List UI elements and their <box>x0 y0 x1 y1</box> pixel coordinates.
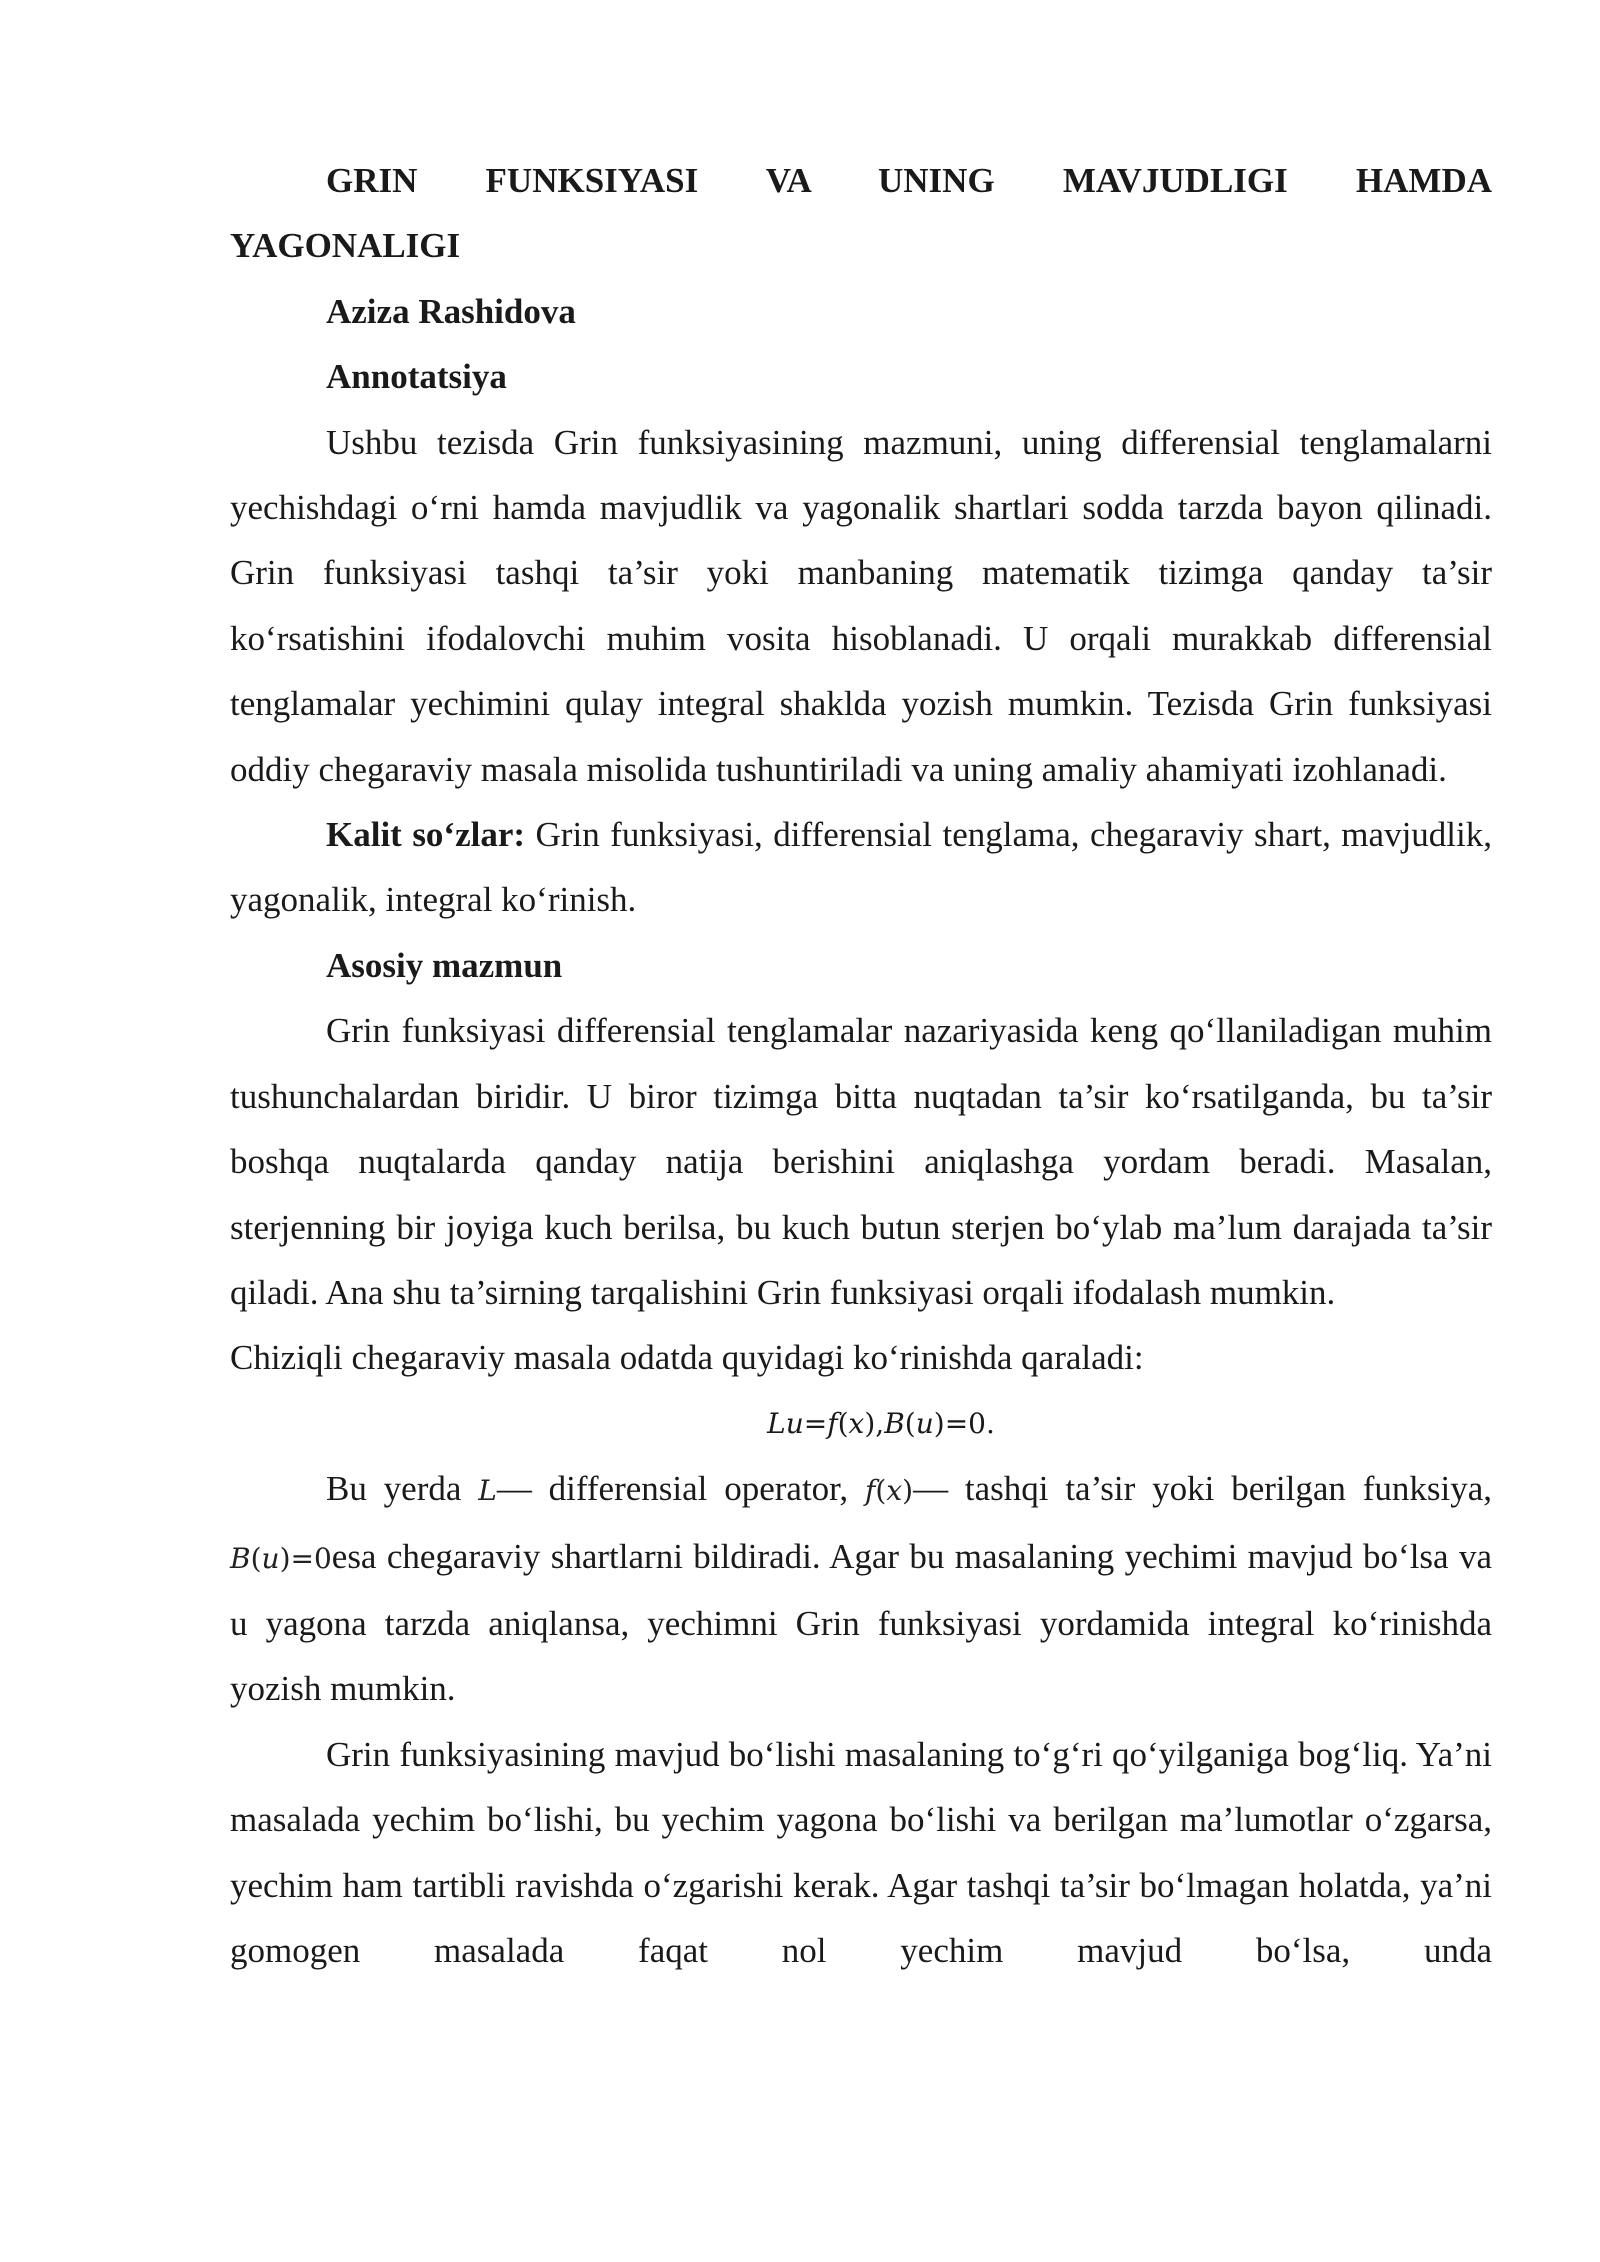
symbol-B: B <box>230 1541 251 1575</box>
main-paragraph-3: Bu yerda L— differensial operator, f(x)— tashqi ta’sir yoki berilgan funksiya, B(u)=0esa chegaraviy shartlarni bildiradi. Agar bu masalaning yechimi mavjud bo‘lsa va u yagona tarzda aniqlansa, yechimni Grin funksiyasi yordamida integral ko‘rinishda yozish mumkin. <box>230 1469 1492 1709</box>
eq-f: f <box>827 1406 838 1440</box>
symbol-u: u <box>261 1541 280 1575</box>
symbol-f: f <box>865 1474 876 1508</box>
symbol-x: x <box>886 1474 903 1508</box>
eq-comma: , <box>875 1406 885 1440</box>
para3-part-2: — differensial operator, <box>496 1469 866 1509</box>
para3-part-1: Bu yerda <box>326 1469 479 1509</box>
para3-part-4: esa chegaraviy shartlarni bildiradi. Agar bu masalaning yechimi mavjud bo‘lsa va u yagona tarzda aniqlansa, yechimni Grin funksiyasi yordamida integral ko‘rinishda yozish mumkin. <box>230 1536 1492 1709</box>
title-line-1: GRIN FUNKSIYASI VA UNING MAVJUDLIGI HAMDA <box>326 161 1492 200</box>
eq-x: x <box>848 1406 865 1440</box>
eq-equals-2: =0. <box>944 1406 995 1440</box>
title-line-2: YAGONALIGI <box>230 226 461 266</box>
document-page <box>230 148 1492 1983</box>
keywords-paragraph <box>230 802 1492 933</box>
para3-part-3: — tashqi ta’sir yoki berilgan funksiya, <box>913 1469 1492 1509</box>
main-paragraph-1: Grin funksiyasi differensial tenglamalar nazariyasida keng qo‘llaniladigan muhim tushunchalardan biridir. U biror tizimga bitta nuqtadan ta’sir ko‘rsatilganda, bu ta’sir boshqa nuqtalarda qanday natija berishini aniqlashga yordam beradi. Masalan, sterjenning bir joyiga kuch berilsa, bu kuch butun sterjen bo‘ylab ma’lum darajada ta’sir qiladi. Ana shu ta’sirning tarqalishini Grin funksiyasi orqali ifodalash mumkin. <box>230 1011 1492 1312</box>
keywords-label: Kalit so‘zlar: <box>326 815 526 855</box>
eq-lhs: Lu <box>767 1406 804 1440</box>
equation: Lu=f(x),B(u)=0. <box>767 1406 995 1440</box>
annotation-paragraph: Ushbu tezisda Grin funksiyasining mazmuni, uning differensial tenglamalarni yechishdagi o‘rni hamda mavjudlik va yagonalik shartlari sodda tarzda bayon qilinadi. Grin funksiyasi tashqi ta’sir yoki manbaning matematik tizimga qanday ta’sir ko‘rsatishini ifodalovchi muhim vosita hisoblanadi. U orqali murakkab differensial tenglamalar yechimini qulay integral shaklda yozish mumkin. Tezisda Grin funksiyasi oddiy chegaraviy masala misolida tushuntiriladi va uning amaliy ahamiyati izohlanadi. <box>230 422 1492 789</box>
document-title <box>230 148 1492 213</box>
symbol-eq-zero: =0 <box>290 1541 332 1575</box>
eq-u: u <box>915 1406 934 1440</box>
symbol-L: L <box>478 1474 497 1508</box>
annotation-heading: Annotatsiya <box>326 357 507 397</box>
eq-equals-1: = <box>803 1406 828 1440</box>
author-name: Aziza Rashidova <box>326 291 576 331</box>
main-paragraph-2: Chiziqli chegaraviy masala odatda quyidagi ko‘rinishda qaraladi: <box>230 1338 1144 1378</box>
main-paragraph-4: Grin funksiyasining mavjud bo‘lishi masalaning to‘g‘ri qo‘yilganiga bog‘liq. Ya’ni masalada yechim bo‘lishi, bu yechim yagona bo‘lishi va berilgan ma’lumotlar o‘zgarsa, yechim ham tartibli ravishda o‘zgarishi kerak. Agar tashqi ta’sir bo‘lmagan holatda, ya’ni gomogen masalada faqat nol yechim mavjud bo‘lsa, unda <box>230 1734 1492 1970</box>
keywords-text: Grin funksiyasi, differensial tenglama, chegaraviy shart, mavjudlik, yagonalik, integral ko‘rinish. <box>230 815 1492 920</box>
main-heading: Asosiy mazmun <box>326 945 563 985</box>
eq-B: B <box>884 1406 905 1440</box>
